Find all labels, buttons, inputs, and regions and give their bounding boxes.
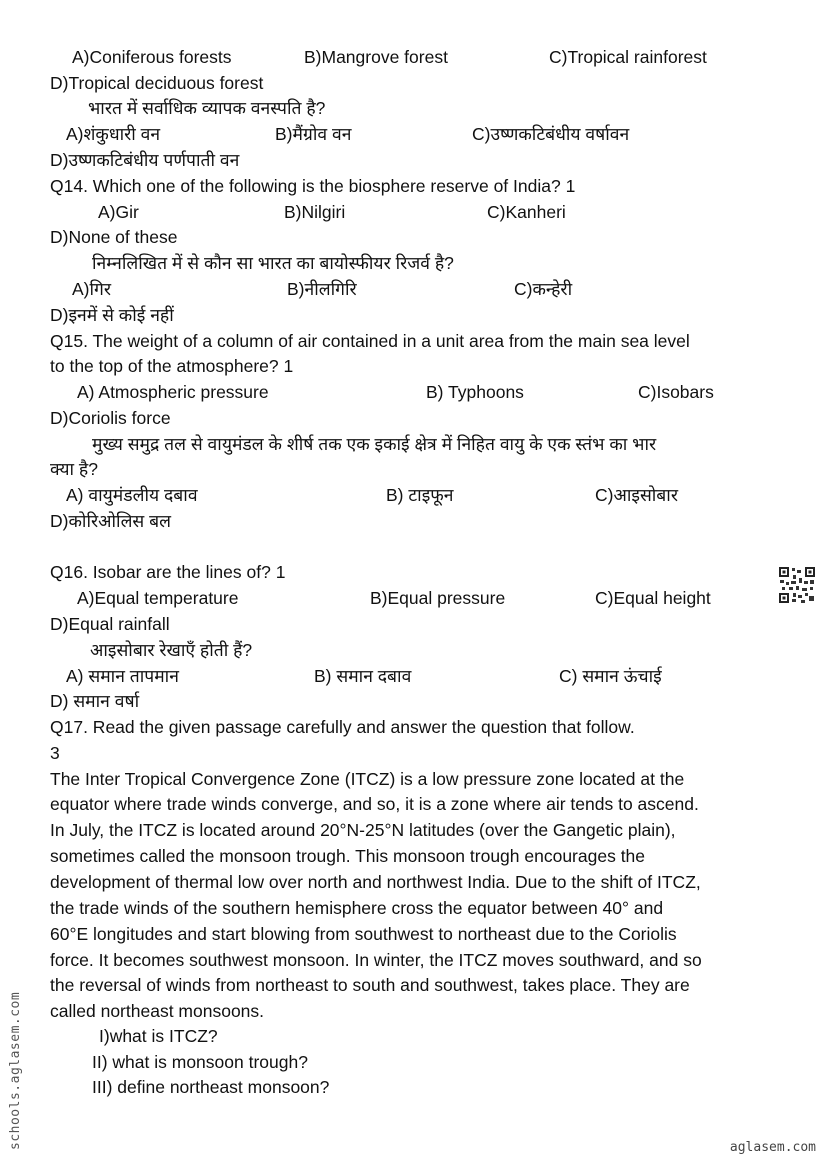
passage-line: called northeast monsoons. <box>50 1001 265 1021</box>
option-c-hindi: C)उष्णकटिबंधीय वर्षावन <box>472 124 630 144</box>
option-b: B)Nilgiri <box>284 202 346 222</box>
option-a: A)Equal temperature <box>77 588 239 608</box>
option-b: B)Mangrove forest <box>304 47 448 67</box>
option-c: C)Isobars <box>638 382 714 402</box>
question-text: Q14. Which one of the following is the biosphere reserve of India? 1 <box>50 176 576 196</box>
side-watermark: schools.aglasem.com <box>8 991 23 1150</box>
question-hindi: आइसोबार रेखाएँ होती हैं? <box>90 640 253 660</box>
option-d-hindi: D) समान वर्षा <box>50 691 140 711</box>
footer-watermark: aglasem.com <box>729 1140 816 1155</box>
sub-question: III) define northeast monsoon? <box>92 1077 330 1097</box>
option-b-hindi: B)नीलगिरि <box>287 279 357 299</box>
option-d: D)Coriolis force <box>50 408 171 428</box>
option-d: D)None of these <box>50 227 178 247</box>
option-b: B)Equal pressure <box>370 588 506 608</box>
question-hindi: भारत में सर्वाधिक व्यापक वनस्पति है? <box>88 98 326 118</box>
option-d: D)Equal rainfall <box>50 614 170 634</box>
option-c-hindi: C) समान ऊंचाई <box>559 666 662 686</box>
passage-line: the reversal of winds from northeast to south and southwest, takes place. They are <box>50 975 690 995</box>
passage-line: The Inter Tropical Convergence Zone (ITCZ) is a low pressure zone located at the <box>50 769 685 789</box>
option-c-hindi: C)कन्हेरी <box>514 279 573 299</box>
option-b-hindi: B) समान दबाव <box>314 666 412 686</box>
question-text-cont: to the top of the atmosphere? 1 <box>50 356 294 376</box>
sub-question: I)what is ITCZ? <box>99 1026 218 1046</box>
option-b-hindi: B)मैंग्रोव वन <box>275 124 352 144</box>
question-hindi-cont: क्या है? <box>50 459 98 479</box>
question-marks: 3 <box>50 743 60 763</box>
option-a-hindi: A) समान तापमान <box>66 666 179 686</box>
option-c: C)Kanheri <box>487 202 566 222</box>
passage-line: sometimes called the monsoon trough. This monsoon trough encourages the <box>50 846 646 866</box>
option-d-hindi: D)कोरिओलिस बल <box>50 511 171 531</box>
question-text: Q16. Isobar are the lines of? 1 <box>50 562 286 582</box>
passage-line: the trade winds of the southern hemisphere cross the equator between 40° and <box>50 898 664 918</box>
option-d-hindi: D)इनमें से कोई नहीं <box>50 305 174 325</box>
option-a-hindi: A)शंकुधारी वन <box>66 124 161 144</box>
passage-line: In July, the ITCZ is located around 20°N-25°N latitudes (over the Gangetic plain), <box>50 820 676 840</box>
option-c: C)Equal height <box>595 588 711 608</box>
option-a: A) Atmospheric pressure <box>77 382 269 402</box>
option-b-hindi: B) टाइफून <box>386 485 454 505</box>
question-text: Q15. The weight of a column of air contained in a unit area from the main sea level <box>50 331 690 351</box>
question-hindi: निम्नलिखित में से कौन सा भारत का बायोस्फीयर रिजर्व है? <box>92 253 454 273</box>
question-text: Q17. Read the given passage carefully and answer the question that follow. <box>50 717 635 737</box>
passage-line: equator where trade winds converge, and so, it is a zone where air tends to ascend. <box>50 794 699 814</box>
option-c: C)Tropical rainforest <box>549 47 707 67</box>
sub-question: II) what is monsoon trough? <box>92 1052 308 1072</box>
qr-code-icon <box>778 566 816 604</box>
question-hindi: मुख्य समुद्र तल से वायुमंडल के शीर्ष तक एक इकाई क्षेत्र में निहित वायु के एक स्तंभ का भार <box>92 434 657 454</box>
option-b: B) Typhoons <box>426 382 524 402</box>
passage-line: 60°E longitudes and start blowing from southwest to northeast due to the Coriolis <box>50 924 677 944</box>
option-d-hindi: D)उष्णकटिबंधीय पर्णपाती वन <box>50 150 240 170</box>
option-a: A)Gir <box>98 202 139 222</box>
option-a: A)Coniferous forests <box>72 47 232 67</box>
option-c-hindi: C)आइसोबार <box>595 485 678 505</box>
passage-line: development of thermal low over north and northwest India. Due to the shift of ITCZ, <box>50 872 701 892</box>
option-a-hindi: A)गिर <box>72 279 112 299</box>
passage-line: force. It becomes southwest monsoon. In winter, the ITCZ moves southward, and so <box>50 950 702 970</box>
option-a-hindi: A) वायुमंडलीय दबाव <box>66 485 198 505</box>
option-d: D)Tropical deciduous forest <box>50 73 264 93</box>
